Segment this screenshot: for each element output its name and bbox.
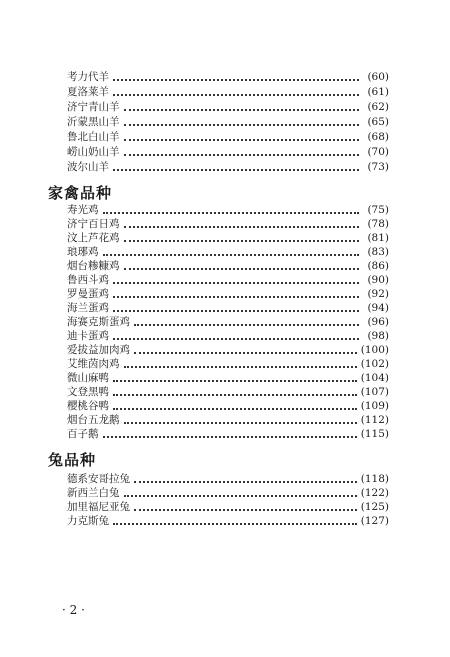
toc-entry-title: 济宁百日鸡 — [67, 218, 120, 230]
toc-entry — [67, 413, 389, 427]
toc-entry-title: 德系安哥拉兔 — [67, 473, 130, 485]
toc-entry — [67, 399, 389, 413]
dot-leader — [124, 154, 360, 156]
dot-leader — [124, 109, 360, 111]
toc-entry-page: (65) — [367, 116, 389, 128]
dot-leader — [103, 436, 357, 438]
dot-leader — [113, 169, 359, 171]
toc-entry — [67, 301, 389, 315]
dot-leader — [113, 394, 357, 396]
toc-entry — [67, 145, 389, 159]
toc-entry-page: (100) — [360, 344, 389, 356]
toc-entry — [67, 500, 389, 514]
toc-entry-title: 微山麻鸭 — [67, 372, 109, 384]
toc-entry-page: (70) — [367, 146, 389, 158]
toc-entry-page: (62) — [367, 101, 389, 113]
dot-leader — [113, 296, 359, 298]
dot-leader — [134, 481, 357, 483]
toc-entry — [67, 259, 389, 273]
toc-entry — [67, 115, 389, 129]
toc-entry-page: (68) — [367, 131, 389, 143]
dot-leader — [124, 226, 360, 228]
toc-entry — [67, 315, 389, 329]
toc-entry-title: 波尔山羊 — [67, 161, 109, 173]
dot-leader — [113, 380, 357, 382]
toc-entry — [67, 217, 389, 231]
dot-leader — [113, 408, 357, 410]
dot-leader — [124, 124, 360, 126]
toc-entry-title: 鲁北白山羊 — [67, 131, 120, 143]
toc-entry-page: (127) — [360, 515, 389, 527]
toc-entry — [67, 329, 389, 343]
toc-entry-page: (90) — [367, 274, 389, 286]
toc-entry-page: (94) — [367, 302, 389, 314]
toc-entry-title: 寿光鸡 — [67, 204, 99, 216]
toc-entry-title: 艾维茵肉鸡 — [67, 358, 120, 370]
dot-leader — [124, 495, 357, 497]
toc-entry-title: 烟台五龙鹅 — [67, 414, 120, 426]
toc-entry-page: (78) — [367, 218, 389, 230]
toc-entry-title: 爱拔益加肉鸡 — [67, 344, 130, 356]
dot-leader — [134, 324, 359, 326]
toc-entry-page: (104) — [360, 372, 389, 384]
toc-entry-title: 夏洛莱羊 — [67, 86, 109, 98]
toc-entry-page: (73) — [367, 161, 389, 173]
toc-entry — [67, 203, 389, 217]
toc-entry — [67, 231, 389, 245]
section-heading-poultry: 家禽品种 — [48, 184, 113, 202]
dot-leader — [124, 240, 360, 242]
toc-entry-title: 加里福尼亚兔 — [67, 501, 130, 513]
toc-entry-page: (118) — [360, 473, 389, 485]
dot-leader — [124, 139, 360, 141]
toc-entry-title: 罗曼蛋鸡 — [67, 288, 109, 300]
toc-entry — [67, 343, 389, 357]
toc-entry-title: 烟台糁糠鸡 — [67, 260, 120, 272]
toc-entry-title: 文登黑鸭 — [67, 386, 109, 398]
dot-leader — [113, 310, 359, 312]
toc-entry-page: (83) — [367, 246, 389, 258]
dot-leader — [103, 212, 360, 214]
toc-entry-title: 迪卡蛋鸡 — [67, 330, 109, 342]
page-number: · 2 · — [62, 603, 85, 617]
dot-leader — [113, 338, 359, 340]
toc-entry — [67, 287, 389, 301]
toc-entry-page: (60) — [367, 71, 389, 83]
toc-entry — [67, 371, 389, 385]
toc-entry — [67, 160, 389, 174]
toc-entry-page: (122) — [360, 487, 389, 499]
toc-entry — [67, 130, 389, 144]
toc-entry-page: (86) — [367, 260, 389, 272]
toc-entry-title: 鲁西斗鸡 — [67, 274, 109, 286]
toc-entry-title: 海兰蛋鸡 — [67, 302, 109, 314]
dot-leader — [134, 509, 357, 511]
toc-entry — [67, 514, 389, 528]
dot-leader — [124, 366, 357, 368]
toc-entry-page: (102) — [360, 358, 389, 370]
toc-entry-title: 樱桃谷鸭 — [67, 400, 109, 412]
toc-entry-title: 沂蒙黑山羊 — [67, 116, 120, 128]
dot-leader — [113, 282, 359, 284]
toc-entry-title: 济宁青山羊 — [67, 101, 120, 113]
toc-entry-title: 崂山奶山羊 — [67, 146, 120, 158]
toc-entry-title: 汶上芦花鸡 — [67, 232, 120, 244]
toc-entry — [67, 70, 389, 84]
dot-leader — [124, 268, 360, 270]
toc-entry-title: 百子鹅 — [67, 428, 99, 440]
toc-entry — [67, 85, 389, 99]
dot-leader — [113, 79, 359, 81]
toc-entry — [67, 427, 389, 441]
dot-leader — [113, 94, 359, 96]
section-heading-rabbit: 兔品种 — [48, 451, 97, 469]
dot-leader — [103, 254, 360, 256]
toc-entry — [67, 273, 389, 287]
dot-leader — [113, 523, 357, 525]
toc-entry-page: (92) — [367, 288, 389, 300]
toc-entry-page: (109) — [360, 400, 389, 412]
toc-entry — [67, 100, 389, 114]
toc-entry-title: 力克斯兔 — [67, 515, 109, 527]
toc-entry-title: 海赛克斯蛋鸡 — [67, 316, 130, 328]
toc-entry — [67, 486, 389, 500]
toc-entry-title: 琅琊鸡 — [67, 246, 99, 258]
toc-entry-page: (115) — [360, 428, 389, 440]
toc-entry-page: (125) — [360, 501, 389, 513]
toc-entry-title: 新西兰白兔 — [67, 487, 120, 499]
dot-leader — [134, 352, 357, 354]
toc-entry — [67, 357, 389, 371]
toc-entry — [67, 245, 389, 259]
toc-entry-page: (112) — [360, 414, 389, 426]
toc-entry-page: (98) — [367, 330, 389, 342]
toc-entry-page: (61) — [367, 86, 389, 98]
dot-leader — [124, 422, 357, 424]
toc-entry — [67, 385, 389, 399]
toc-entry-page: (75) — [367, 204, 389, 216]
toc-entry-page: (107) — [360, 386, 389, 398]
toc-entry-page: (96) — [367, 316, 389, 328]
toc-entry-title: 考力代羊 — [67, 71, 109, 83]
toc-entry — [67, 472, 389, 486]
toc-entry-page: (81) — [367, 232, 389, 244]
